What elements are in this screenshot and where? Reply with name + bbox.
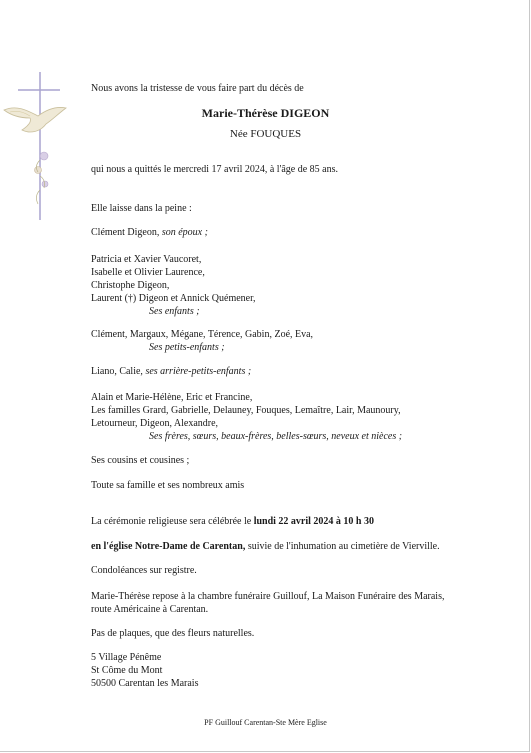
spouse-line xyxy=(91,226,208,239)
maiden-name: Née FOUQUES xyxy=(229,128,302,140)
rest-line: route Américaine à Carentan. xyxy=(91,604,209,615)
ceremony-line: La cérémonie religieuse sera célébrée le lundi 22 avril 2024 à 10 h 30 xyxy=(91,516,374,527)
sibling-line: Les familles Grard, Gabrielle, Delauney, Fouques, Lemaître, Lair, Maunoury, xyxy=(91,405,401,416)
child-line: Christophe Digeon, xyxy=(91,280,170,291)
spouse-role: son époux ; xyxy=(161,227,208,238)
cousins-line: Ses cousins et cousines ; xyxy=(91,455,190,466)
family-intro: Elle laisse dans la peine : xyxy=(91,203,192,214)
death-line: qui nous a quittés le mercredi 17 avril 2024, à l'âge de 85 ans. xyxy=(91,164,339,175)
rest-line: Marie-Thérèse repose à la chambre funéraire Guillouf, La Maison Funéraire des Marais, xyxy=(91,591,445,602)
ceremony-place-line: en l'église Notre-Dame de Carentan, suivie de l'inhumation au cimetière de Vierville. xyxy=(91,541,440,552)
deceased-name: Marie-Thérèse DIGEON xyxy=(201,106,330,120)
grandchildren-line: Clément, Margaux, Mégane, Térence, Gabin, Zoé, Eva, xyxy=(91,329,314,340)
sibling-line: Alain et Marie-Hélène, Eric et Francine, xyxy=(91,392,253,403)
intro-text: Nous avons la tristesse de vous faire part du décès de xyxy=(91,83,304,94)
grandchildren-role: Ses petits-enfants ; xyxy=(149,342,225,353)
condolences-line: Condoléances sur registre. xyxy=(91,565,197,576)
spouse-name: Clément Digeon, xyxy=(91,227,162,238)
flowers-line: Pas de plaques, que des fleurs naturelles. xyxy=(91,628,255,639)
sibling-line: Letourneur, Digeon, Alexandre, xyxy=(91,418,219,429)
siblings-role: Ses frères, sœurs, beaux-frères, belles-sœurs, neveux et nièces ; xyxy=(149,431,403,442)
child-line: Laurent (†) Digeon et Annick Quémener, xyxy=(91,293,256,304)
footer-text: PF Guillouf Carentan-Ste Mère Eglise xyxy=(204,718,327,727)
children-role: Ses enfants ; xyxy=(149,306,200,317)
address-line: 50500 Carentan les Marais xyxy=(91,678,199,689)
address-line: St Côme du Mont xyxy=(91,665,163,676)
friends-line: Toute sa famille et ses nombreux amis xyxy=(91,480,245,491)
child-line: Patricia et Xavier Vaucoret, xyxy=(91,254,202,265)
great-grandchildren-line: Liano, Calie, ses arrière-petits-enfants ; xyxy=(91,366,252,377)
child-line: Isabelle et Olivier Laurence, xyxy=(91,267,205,278)
address-line: 5 Village Pénême xyxy=(91,652,162,663)
